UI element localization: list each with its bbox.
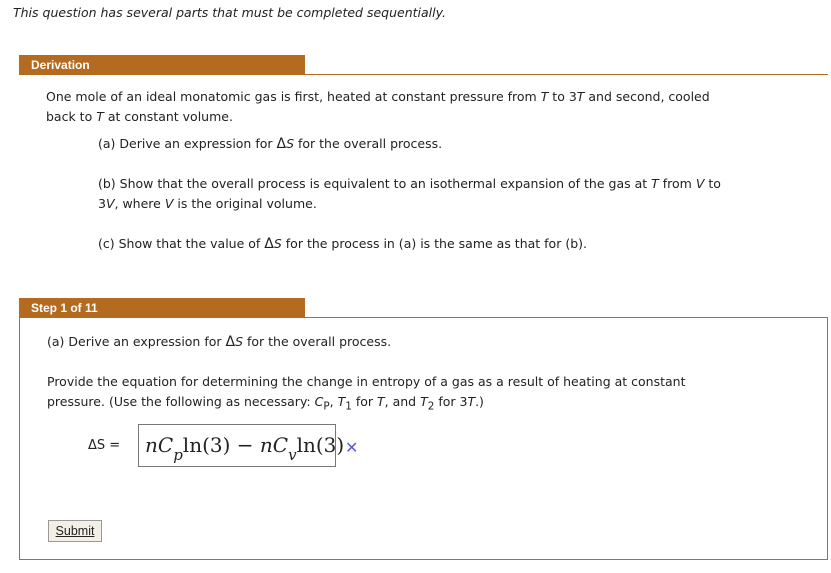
answer-input[interactable]: $nC_p\ln(3) - nC_v\ln(3)$ [138,424,336,467]
step-question: (a) Derive an expression for ΔS for the overall process. [47,334,392,350]
submit-button[interactable]: Submit [48,520,102,542]
part-b-text [98,174,721,214]
step-header: Step 1 of 11 [19,298,305,318]
instruction-line-1: Provide the equation for determining the change in entropy of a gas as a result of heating at constant [47,374,686,389]
instruction-line-2: pressure. (Use the following as necessary: $C_P$, $T_1$ for T, and $T_2$ for 3T.) [47,394,484,413]
part-c-text: (c) Show that the value of ΔS for the process in (a) is the same as that for (b). [98,236,587,252]
derivation-divider [305,74,828,75]
part-a-text: (a) Derive an expression for ΔS for the overall process. [98,136,443,152]
problem-line-1: One mole of an ideal monatomic gas is first, heated at constant pressure from T to 3T and second, cooled [46,89,710,104]
problem-line-2: back to T at constant volume. [46,109,233,124]
instructions-text: This question has several parts that must be completed sequentially. [13,5,447,20]
derivation-header: Derivation [19,55,305,75]
problem-statement [46,87,710,127]
part-b-line-1: (b) Show that the overall process is equivalent to an isothermal expansion of the gas at T from V to [98,176,721,191]
step-instruction [47,372,685,417]
incorrect-icon: ✕ [345,438,359,457]
answer-label: ΔS = [88,438,121,453]
part-b-line-2: 3V, where V is the original volume. [98,196,317,211]
